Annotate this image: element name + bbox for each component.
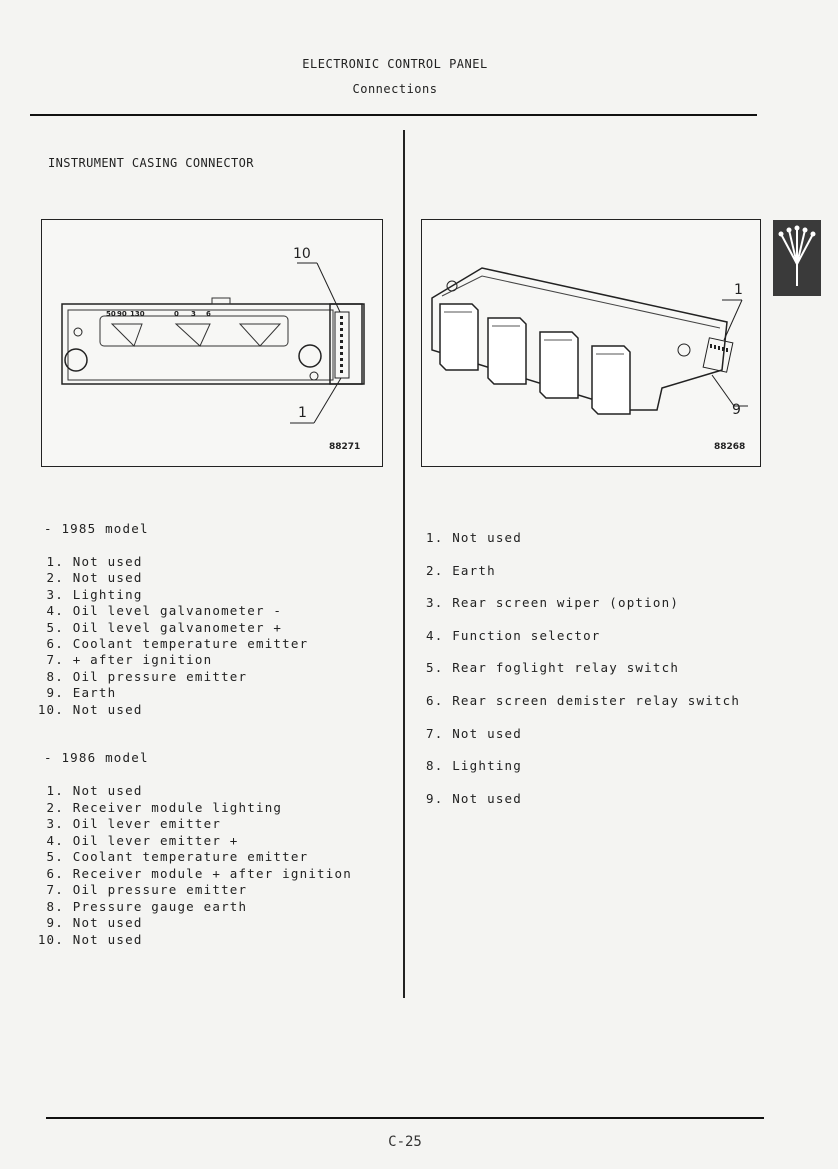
list-item: 3. Rear screen wiper (option) (426, 595, 680, 611)
list-item: 8. Lighting (426, 758, 522, 774)
list-item: 1. Not used (426, 530, 522, 545)
list-item: 1. Not used (46, 554, 143, 569)
instrument-casing-figure (41, 219, 383, 467)
list-item: 9. Earth (46, 685, 117, 701)
wiring-harness-icon (773, 220, 821, 296)
gauge-label: 6 (206, 310, 211, 318)
model-1986-label: - 1986 model (44, 750, 149, 765)
list-item: 7. Oil pressure emitter (46, 882, 248, 897)
list-item: 9. Not used (46, 915, 143, 930)
circuit-board-figure (421, 219, 761, 467)
list-item: 6. Rear screen demister relay switch (426, 692, 741, 708)
section-heading: INSTRUMENT CASING CONNECTOR (48, 156, 254, 170)
model-1985-label: - 1985 model (44, 521, 149, 536)
list-item: 5. Coolant temperature emitter (46, 849, 309, 864)
page-title: ELECTRONIC CONTROL PANEL (302, 57, 488, 71)
figure-code: 88268 (714, 442, 746, 452)
list-item: 6. Coolant temperature emitter (46, 636, 309, 652)
model-1986-list (34, 783, 352, 948)
list-item: 7. + after ignition (46, 652, 213, 668)
header-rule (30, 114, 757, 116)
callout-10: 10 (293, 246, 311, 262)
circuit-board-drawing (422, 220, 760, 466)
footer-rule (46, 1117, 764, 1119)
list-item: 4. Oil lever emitter + (46, 832, 239, 848)
callout-1: 1 (734, 282, 743, 298)
list-item: 7. Not used (426, 725, 522, 741)
list-item: 4. Oil level galvanometer - (46, 603, 283, 619)
list-item: 9. Not used (426, 790, 522, 806)
gauge-label: 90 (117, 310, 127, 318)
list-item: 6. Receiver module + after ignition (46, 865, 352, 881)
figure-code: 88271 (329, 442, 361, 452)
column-divider (403, 130, 405, 998)
page-number: C-25 (388, 1134, 422, 1150)
list-item: 2. Earth (426, 562, 496, 578)
callout-9: 9 (732, 402, 741, 418)
list-item: 3. Lighting (46, 586, 143, 602)
page-subtitle: Connections (352, 82, 438, 96)
list-item: 5. Oil level galvanometer + (46, 619, 283, 635)
gauge-label: 3 (191, 310, 196, 318)
gauge-label: 130 (130, 310, 145, 318)
list-item: 10. Not used (37, 701, 143, 717)
model-1985-list (34, 554, 308, 718)
list-item: 2. Not used (46, 570, 143, 586)
list-item: 8. Oil pressure emitter (46, 668, 248, 684)
gauge-label: 0 (174, 310, 179, 318)
callout-1: 1 (298, 405, 307, 421)
list-item: 1. Not used (46, 783, 143, 798)
section-tab (773, 220, 821, 296)
instrument-casing-drawing (42, 220, 382, 466)
list-item: 8. Pressure gauge earth (46, 898, 248, 914)
gauge-label: 50 (106, 310, 116, 318)
list-item: 5. Rear foglight relay switch (426, 660, 680, 676)
connector-pin-list (426, 522, 740, 815)
list-item: 2. Receiver module lighting (46, 799, 283, 815)
list-item: 10. Not used (37, 931, 143, 947)
list-item: 4. Function selector (426, 627, 601, 643)
list-item: 3. Oil lever emitter (46, 816, 222, 831)
